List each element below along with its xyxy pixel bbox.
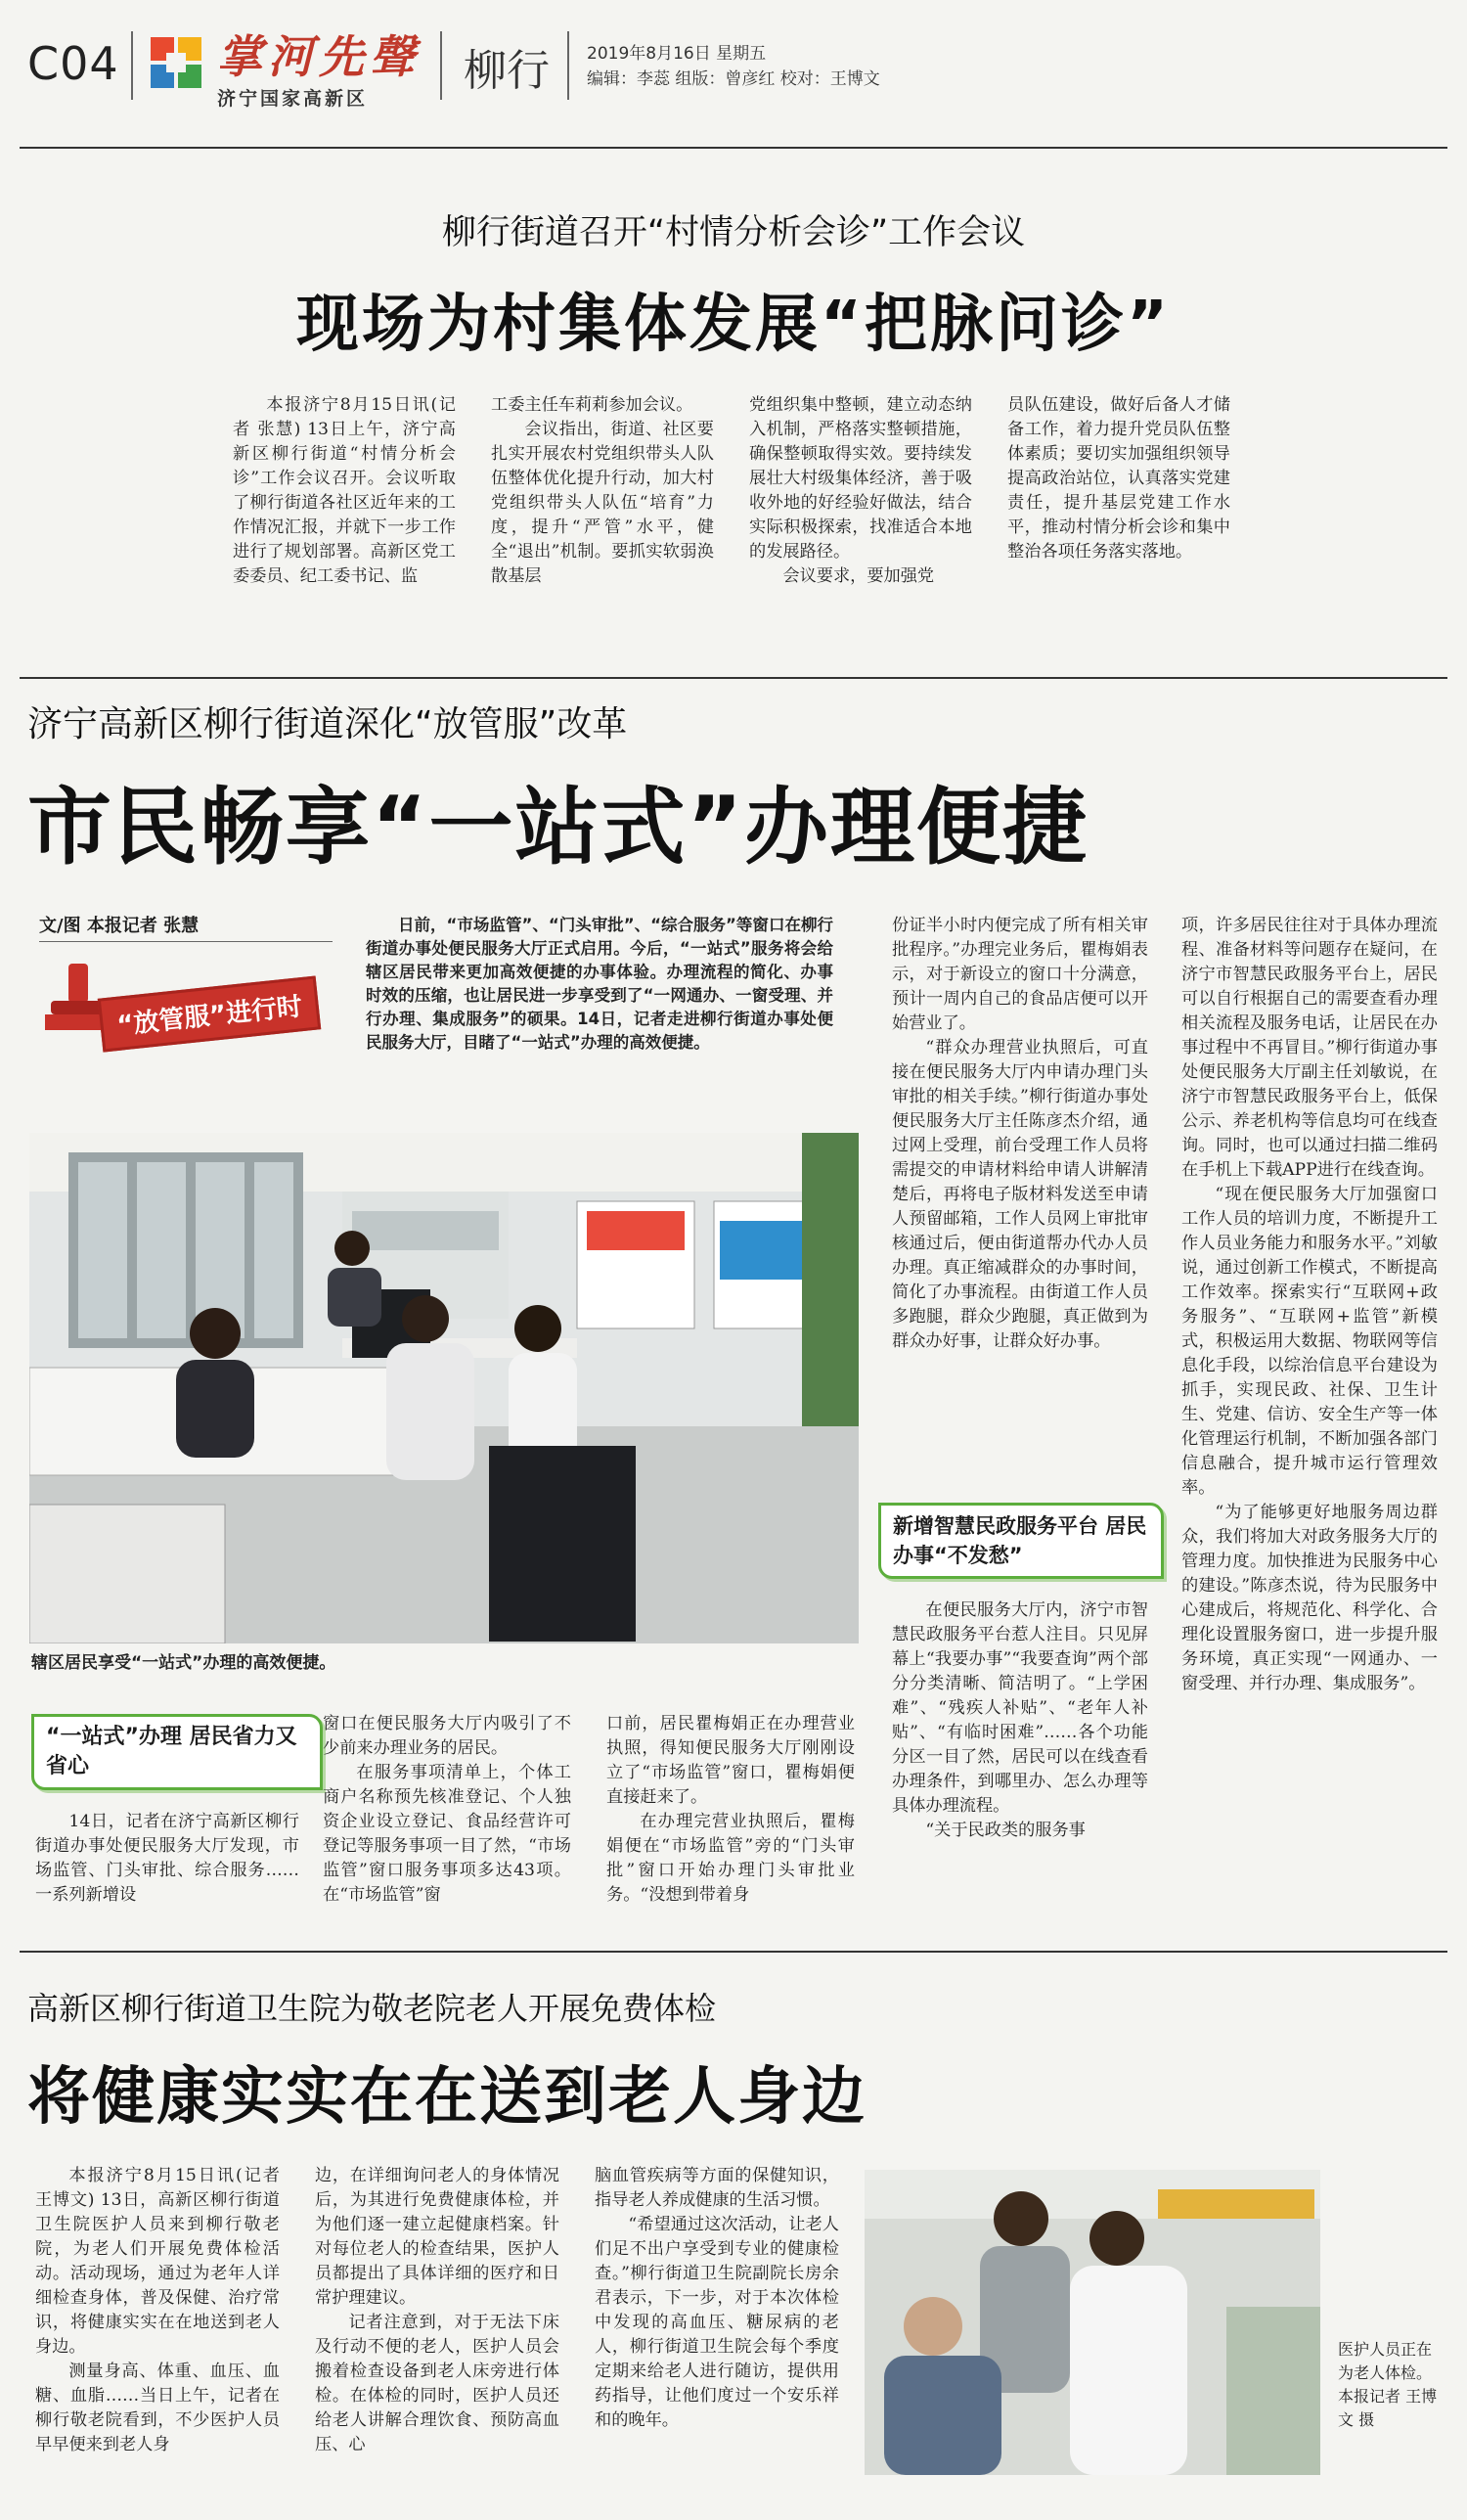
section-name: 柳行	[464, 46, 550, 96]
article3-headline: 将健康实实在在送到老人身边	[27, 2061, 867, 2134]
article2-colC	[606, 1712, 855, 1908]
paragraph: “希望通过这次活动，让老人们足不出户享受到专业的健康检查。”柳行街道卫生院副院长房余君表示，下一步，对于本次体检中发现的高血压、糖尿病的老人，柳行街道卫生院会每个季度定期来给老人进行随访，提供用药指导，让他们度过一个安乐祥和的晚年。	[595, 2215, 839, 2430]
health-check-photo	[865, 2170, 1320, 2475]
service-hall-illustration	[29, 1133, 859, 1643]
paragraph: 本报济宁8月15日讯(记者 张慧) 13日上午，济宁高新区柳行街道“村情分析会诊”工作会议召开。会议听取了柳行街道各社区近年来的工作情况汇报，并就下一步工作进行了规划部署。高新区党工委委员、纪工委书记、监	[233, 395, 456, 586]
divider	[567, 31, 569, 100]
paragraph: 工委主任车莉莉参加会议。	[491, 395, 693, 415]
article3-kicker: 高新区柳行街道卫生院为敬老院老人开展免费体检	[27, 1990, 717, 2027]
article1-col4	[1007, 393, 1230, 564]
paragraph: 本报济宁8月15日讯(记者 王博文) 13日，高新区柳行街道卫生院医护人员来到柳行敬老院，为老人们开展免费体检活动。活动现场，通过为老年人详细检查身体，普及保健、治疗常识，将健康实实在在地送到老人身边。	[35, 2166, 280, 2357]
article2-kicker: 济宁高新区柳行街道深化“放管服”改革	[27, 704, 628, 744]
fangguanfu-stamp	[39, 954, 333, 1061]
article1-col3	[749, 393, 972, 589]
divider	[131, 31, 133, 100]
health-check-photo-caption: 医护人员正在为老人体检。 本报记者 王博文 摄	[1338, 2340, 1438, 2429]
article3-col1	[35, 2164, 280, 2457]
paragraph: 脑血管疾病等方面的保健知识，指导老人养成健康的生活习惯。	[595, 2166, 839, 2210]
paragraph: 党组织集中整顿，建立动态纳入机制，严格落实整顿措施，确保整顿取得实效。要持续发展壮大村级集体经济，善于吸收外地的好经验好做法，结合实际积极探索，找准适合本地的发展路径。	[749, 395, 972, 562]
paragraph: 14日，记者在济宁高新区柳行街道办事处便民服务大厅发现，市场监管、门头审批、综合服务……一系列新增设	[35, 1812, 299, 1905]
article1-kicker: 柳行街道召开“村情分析会诊”工作会议	[441, 213, 1026, 252]
paragraph: 记者注意到，对于无法下床及行动不便的老人，医护人员会搬着检查设备到老人床旁进行体检。在体检的同时，医护人员还给老人讲解合理饮食、预防高血压、心	[315, 2313, 559, 2454]
article2-colF	[1181, 914, 1438, 1696]
article2-colE	[892, 1598, 1148, 1843]
issue-date: 2019年8月16日 星期五	[587, 44, 767, 64]
paragraph: 窗口在便民服务大厅内吸引了不少前来办理业务的居民。	[323, 1714, 571, 1758]
article2-headline: 市民畅享“一站式”办理便捷	[27, 779, 1089, 877]
paragraph: 在办理完营业执照后，瞿梅娟便在“市场监管”旁的“门头审批”窗口开始办理门头审批业务。“没想到带着身	[606, 1812, 855, 1905]
service-hall-photo-caption: 辖区居民享受“一站式”办理的高效便捷。	[31, 1653, 336, 1673]
paragraph: “关于民政类的服务事	[925, 1821, 1086, 1840]
paragraph: “现在便民服务大厅加强窗口工作人员的培训力度，不断提升工作人员业务能力和服务水平。”刘敏说，通过创新工作模式，不断提高工作效率。探索实行“互联网+政务服务”、“互联网+监管”新模式，积极运用大数据、物联网等信息化手段，以综治信息平台建设为抓手，实现民政、社保、卫生计生、党建、信访、安全生产等一体化管理运行机制，不断加强各部门信息融合，提升城市运行管理效率。	[1181, 1185, 1438, 1498]
article3-col2	[315, 2164, 559, 2457]
page-number: C04	[27, 37, 119, 90]
paragraph: “群众办理营业执照后，可直接在便民服务大厅内申请办理门头审批的相关手续。”柳行街道办事处便民服务大厅主任陈彦杰介绍，通过网上受理，前台受理工作人员将需提交的申请材料给申请人讲解清楚后，再将电子版材料发送至申请人预留邮箱，工作人员网上审批审核通过后，便由街道帮办代办人员办理。真正缩减群众的办事时间，简化了办事流程。由街道工作人员多跑腿，群众少跑腿，真正做到为群众办好事，让群众好办事。	[892, 1038, 1148, 1351]
masthead	[0, 0, 1467, 147]
paragraph: 会议要求，要加强党	[782, 566, 935, 586]
paragraph: “为了能够更好地服务周边群众，我们将加大对政务服务大厅的管理力度。加快推进为民服务中心的建设。”陈彦杰说，待为民服务中心建成后，将规范化、科学化、合理化设置服务窗口，进一步提升服务环境，真正实现“一网通办、一窗受理、并行办理、集成服务”。	[1181, 1503, 1438, 1693]
byline-rule	[39, 941, 333, 942]
paragraph: 项，许多居民往往对于具体办理流程、准备材料等问题存在疑问，在济宁市智慧民政服务平台上，居民可以自行根据自己的需要查看办理相关流程及服务电话，让居民在办事过程中不再冒目。”柳行街道办事处便民服务大厅副主任刘敏说，在济宁市智慧民政服务平台上，低保公示、养老机构等信息均可在线查询。同时，也可以通过扫描二维码在手机上下载APP进行在线查询。	[1181, 916, 1438, 1180]
health-check-illustration	[865, 2170, 1320, 2475]
paragraph: 份证半小时内便完成了所有相关审批程序。”办理完业务后，瞿梅娟表示，对于新设立的窗口十分满意，预计一周内自己的食品店便可以开始营业了。	[892, 916, 1148, 1033]
article2-colD	[892, 914, 1148, 1354]
divider	[440, 31, 442, 100]
article1-col2	[491, 393, 714, 589]
article1-headline: 现场为村集体发展“把脉问诊”	[295, 289, 1172, 361]
article1-col1	[233, 393, 456, 589]
service-hall-photo	[29, 1133, 859, 1643]
paragraph: 会议指出，街道、社区要扎实开展农村党组织带头人队伍整体优化提升行动，加大村党组织带头人队伍“培育”力度，提升“严管”水平，健全“退出”机制。要抓实软弱涣散基层	[491, 420, 714, 586]
paragraph: 在便民服务大厅内，济宁市智慧民政服务平台惹人注目。只见屏幕上“我要办事”“我要查询”两个部分分类清晰、简洁明了。“上学困难”、“残疾人补贴”、“老年人补贴”、“有临时困难”……各个功能分区一目了然，居民可以在线查看办理条件，到哪里办、怎么办理等具体办理流程。	[892, 1600, 1148, 1816]
article2-lead	[366, 914, 833, 1055]
subhead-text: “一站式”办理 居民省力又省心	[46, 1725, 297, 1778]
paper-subtitle: 济宁国家高新区	[217, 88, 369, 110]
section-rule	[20, 1951, 1447, 1953]
paragraph: 员队伍建设，做好后备人才储备工作，着力提升党员队伍整体素质；要切实加强组织领导提高政治站位，认真落实党建责任，提升基层党建工作水平，推动村情分析会诊和集中整治各项任务落实落地。	[1007, 395, 1230, 562]
paragraph: 边，在详细询问老人的身体情况后，为其进行免费健康体检，并为他们逐一建立起健康档案。针对每位老人的检查结果，医护人员都提出了具体详细的医疗和日常护理建议。	[315, 2166, 559, 2308]
paper-logo-icon	[147, 33, 205, 92]
article2-byline: 文/图 本报记者 张慧	[39, 916, 200, 936]
stamp-text: “放管服”进行时	[98, 975, 322, 1052]
subhead-text: 新增智慧民政服务平台 居民办事“不发愁”	[893, 1514, 1147, 1567]
paper-name: 掌河先聲	[217, 30, 421, 83]
paragraph: 在服务事项清单上，个体工商户名称预先核准登记、个人独资企业设立登记、食品经营许可登记等服务事项一目了然，“市场监管”窗口服务事项多达43项。在“市场监管”窗	[323, 1763, 571, 1905]
editors-line: 编辑：李蕊 组版：曾彦红 校对：王博文	[587, 69, 880, 89]
paragraph: 测量身高、体重、血压、血糖、血脂……当日上午，记者在柳行敬老院看到，不少医护人员早早便来到老人身	[35, 2362, 280, 2454]
subhead-smart-civil-affairs	[878, 1503, 1164, 1579]
section-rule	[20, 677, 1447, 679]
paragraph: 口前，居民瞿梅娟正在办理营业执照，得知便民服务大厅刚刚设立了“市场监管”窗口，瞿梅娟便直接赶来了。	[606, 1714, 855, 1807]
masthead-rule	[20, 147, 1447, 149]
article2-colB	[323, 1712, 571, 1908]
article3-col3	[595, 2164, 839, 2433]
subhead-one-stop	[31, 1714, 323, 1790]
article2-colA	[35, 1810, 299, 1908]
paragraph: 日前，“市场监管”、“门头审批”、“综合服务”等窗口在柳行街道办事处便民服务大厅正式启用。今后，“一站式”服务将会给辖区居民带来更加高效便捷的办事体验。办理流程的简化、办事时效的压缩，也让居民进一步享受到了“一网通办、一窗受理、并行办理、集成服务”的硕果。14日，记者走进柳行街道办事处便民服务大厅，目睹了“一站式”办理的高效便捷。	[366, 916, 833, 1052]
